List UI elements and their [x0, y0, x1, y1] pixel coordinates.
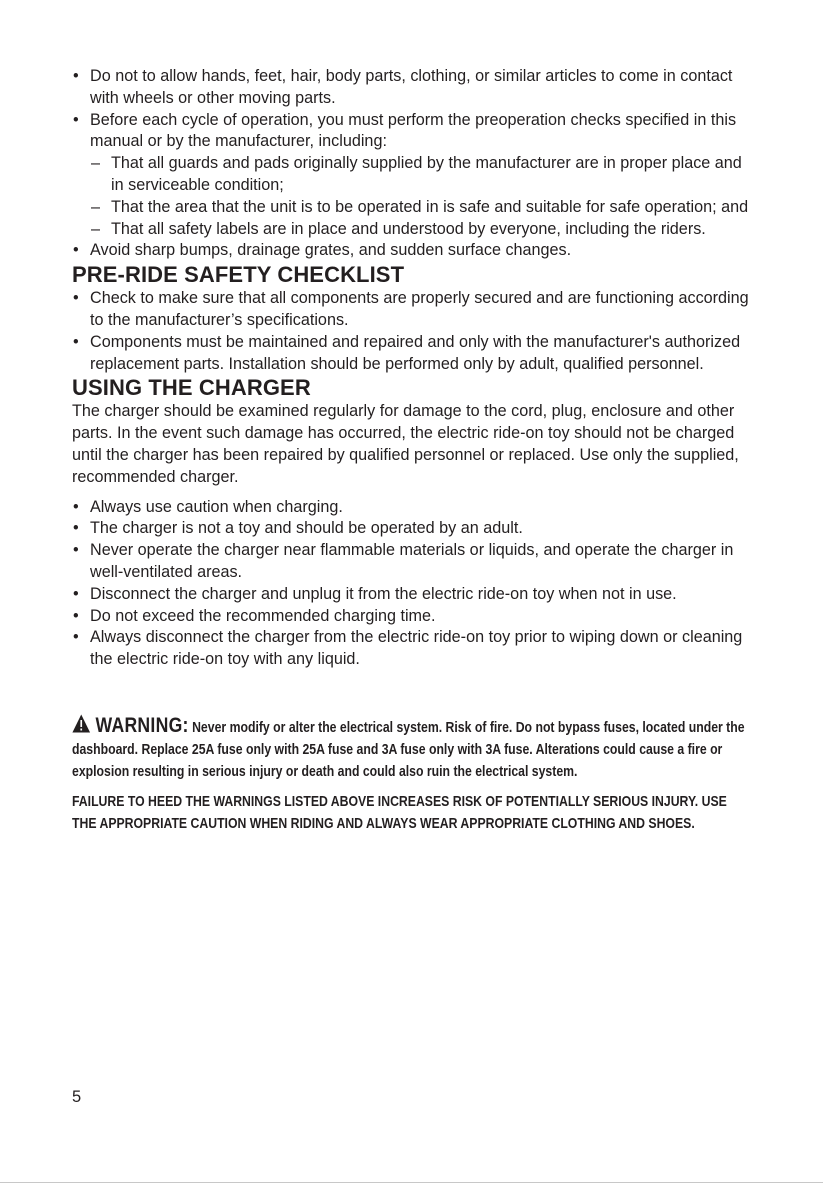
- charger-list: [72, 497, 752, 671]
- list-item: • Never operate the charger near flammable materials or liquids, and operate the charger in well-ventilated areas.: [72, 540, 752, 584]
- page-content: [72, 66, 752, 836]
- sub-list-item: – That all guards and pads originally supplied by the manufacturer are in proper place and in serviceable condition;: [90, 153, 752, 197]
- pre-ride-heading: PRE-RIDE SAFETY CHECKLIST: [72, 262, 405, 288]
- list-item-text: Do not to allow hands, feet, hair, body parts, clothing, or similar articles to come in contact with wheels or other moving parts.: [90, 67, 733, 107]
- page-edge-divider: [0, 1182, 823, 1183]
- sub-list-item: – That all safety labels are in place and understood by everyone, including the riders.: [90, 219, 752, 241]
- preoperation-checks-list: [90, 153, 752, 240]
- list-item: • Do not exceed the recommended charging time.: [72, 606, 752, 628]
- list-item: • Disconnect the charger and unplug it from the electric ride-on toy when not in use.: [72, 584, 752, 606]
- warning-paragraph: [72, 714, 752, 783]
- warning-text: Never modify or alter the electrical system. Risk of fire. Do not bypass fuses, located under the dashboard. Replace 25A fuse only with 25A fuse and 3A fuse only with 3A fuse. Alterations could cause a fire or explosion resulting in serious injury or death and could also ruin the electrical system.: [72, 719, 745, 780]
- pre-ride-checklist: [72, 288, 752, 375]
- list-item: • Components must be maintained and repaired and only with the manufacturer's authorized replacement parts. Installation should be performed only by adult, qualified personnel.: [72, 332, 752, 376]
- list-item: • The charger is not a toy and should be operated by an adult.: [72, 518, 752, 540]
- list-item: [72, 240, 752, 262]
- list-item: • Always disconnect the charger from the electric ride-on toy prior to wiping down or cleaning the electric ride-on toy with any liquid.: [72, 627, 752, 671]
- warning-triangle-icon: [72, 714, 90, 733]
- failure-notice: FAILURE TO HEED THE WARNINGS LISTED ABOVE INCREASES RISK OF POTENTIALLY SERIOUS INJURY. USE THE APPROPRIATE CAUTION WHEN RIDING AND ALWAYS WEAR APPROPRIATE CLOTHING AND SHOES.: [72, 794, 727, 833]
- list-item-text: Before each cycle of operation, you must perform the preoperation checks specified in this manual or by the manufacturer, including:: [90, 110, 737, 151]
- warning-label: WARNING:: [95, 713, 189, 737]
- list-item: • Always use caution when charging.: [72, 497, 752, 519]
- sub-list-item: – That the area that the unit is to be operated in is safe and suitable for safe operation; and: [90, 197, 752, 219]
- list-item: [72, 110, 752, 241]
- charger-heading: USING THE CHARGER: [72, 375, 311, 401]
- list-item: • Check to make sure that all components are properly secured and are functioning according to the manufacturer’s specifications.: [72, 288, 752, 332]
- charger-intro: The charger should be examined regularly for damage to the cord, plug, enclosure and other parts. In the event such damage has occurred, the electric ride-on toy should not be charged until the charger has been repaired by qualified personnel or replaced. Use only the supplied, recommended charger.: [72, 402, 739, 486]
- warning-block: [72, 714, 752, 836]
- page-number: 5: [72, 1088, 82, 1106]
- safety-list: [72, 66, 752, 262]
- list-item: [72, 66, 752, 110]
- list-item-text: Avoid sharp bumps, drainage grates, and sudden surface changes.: [90, 241, 572, 260]
